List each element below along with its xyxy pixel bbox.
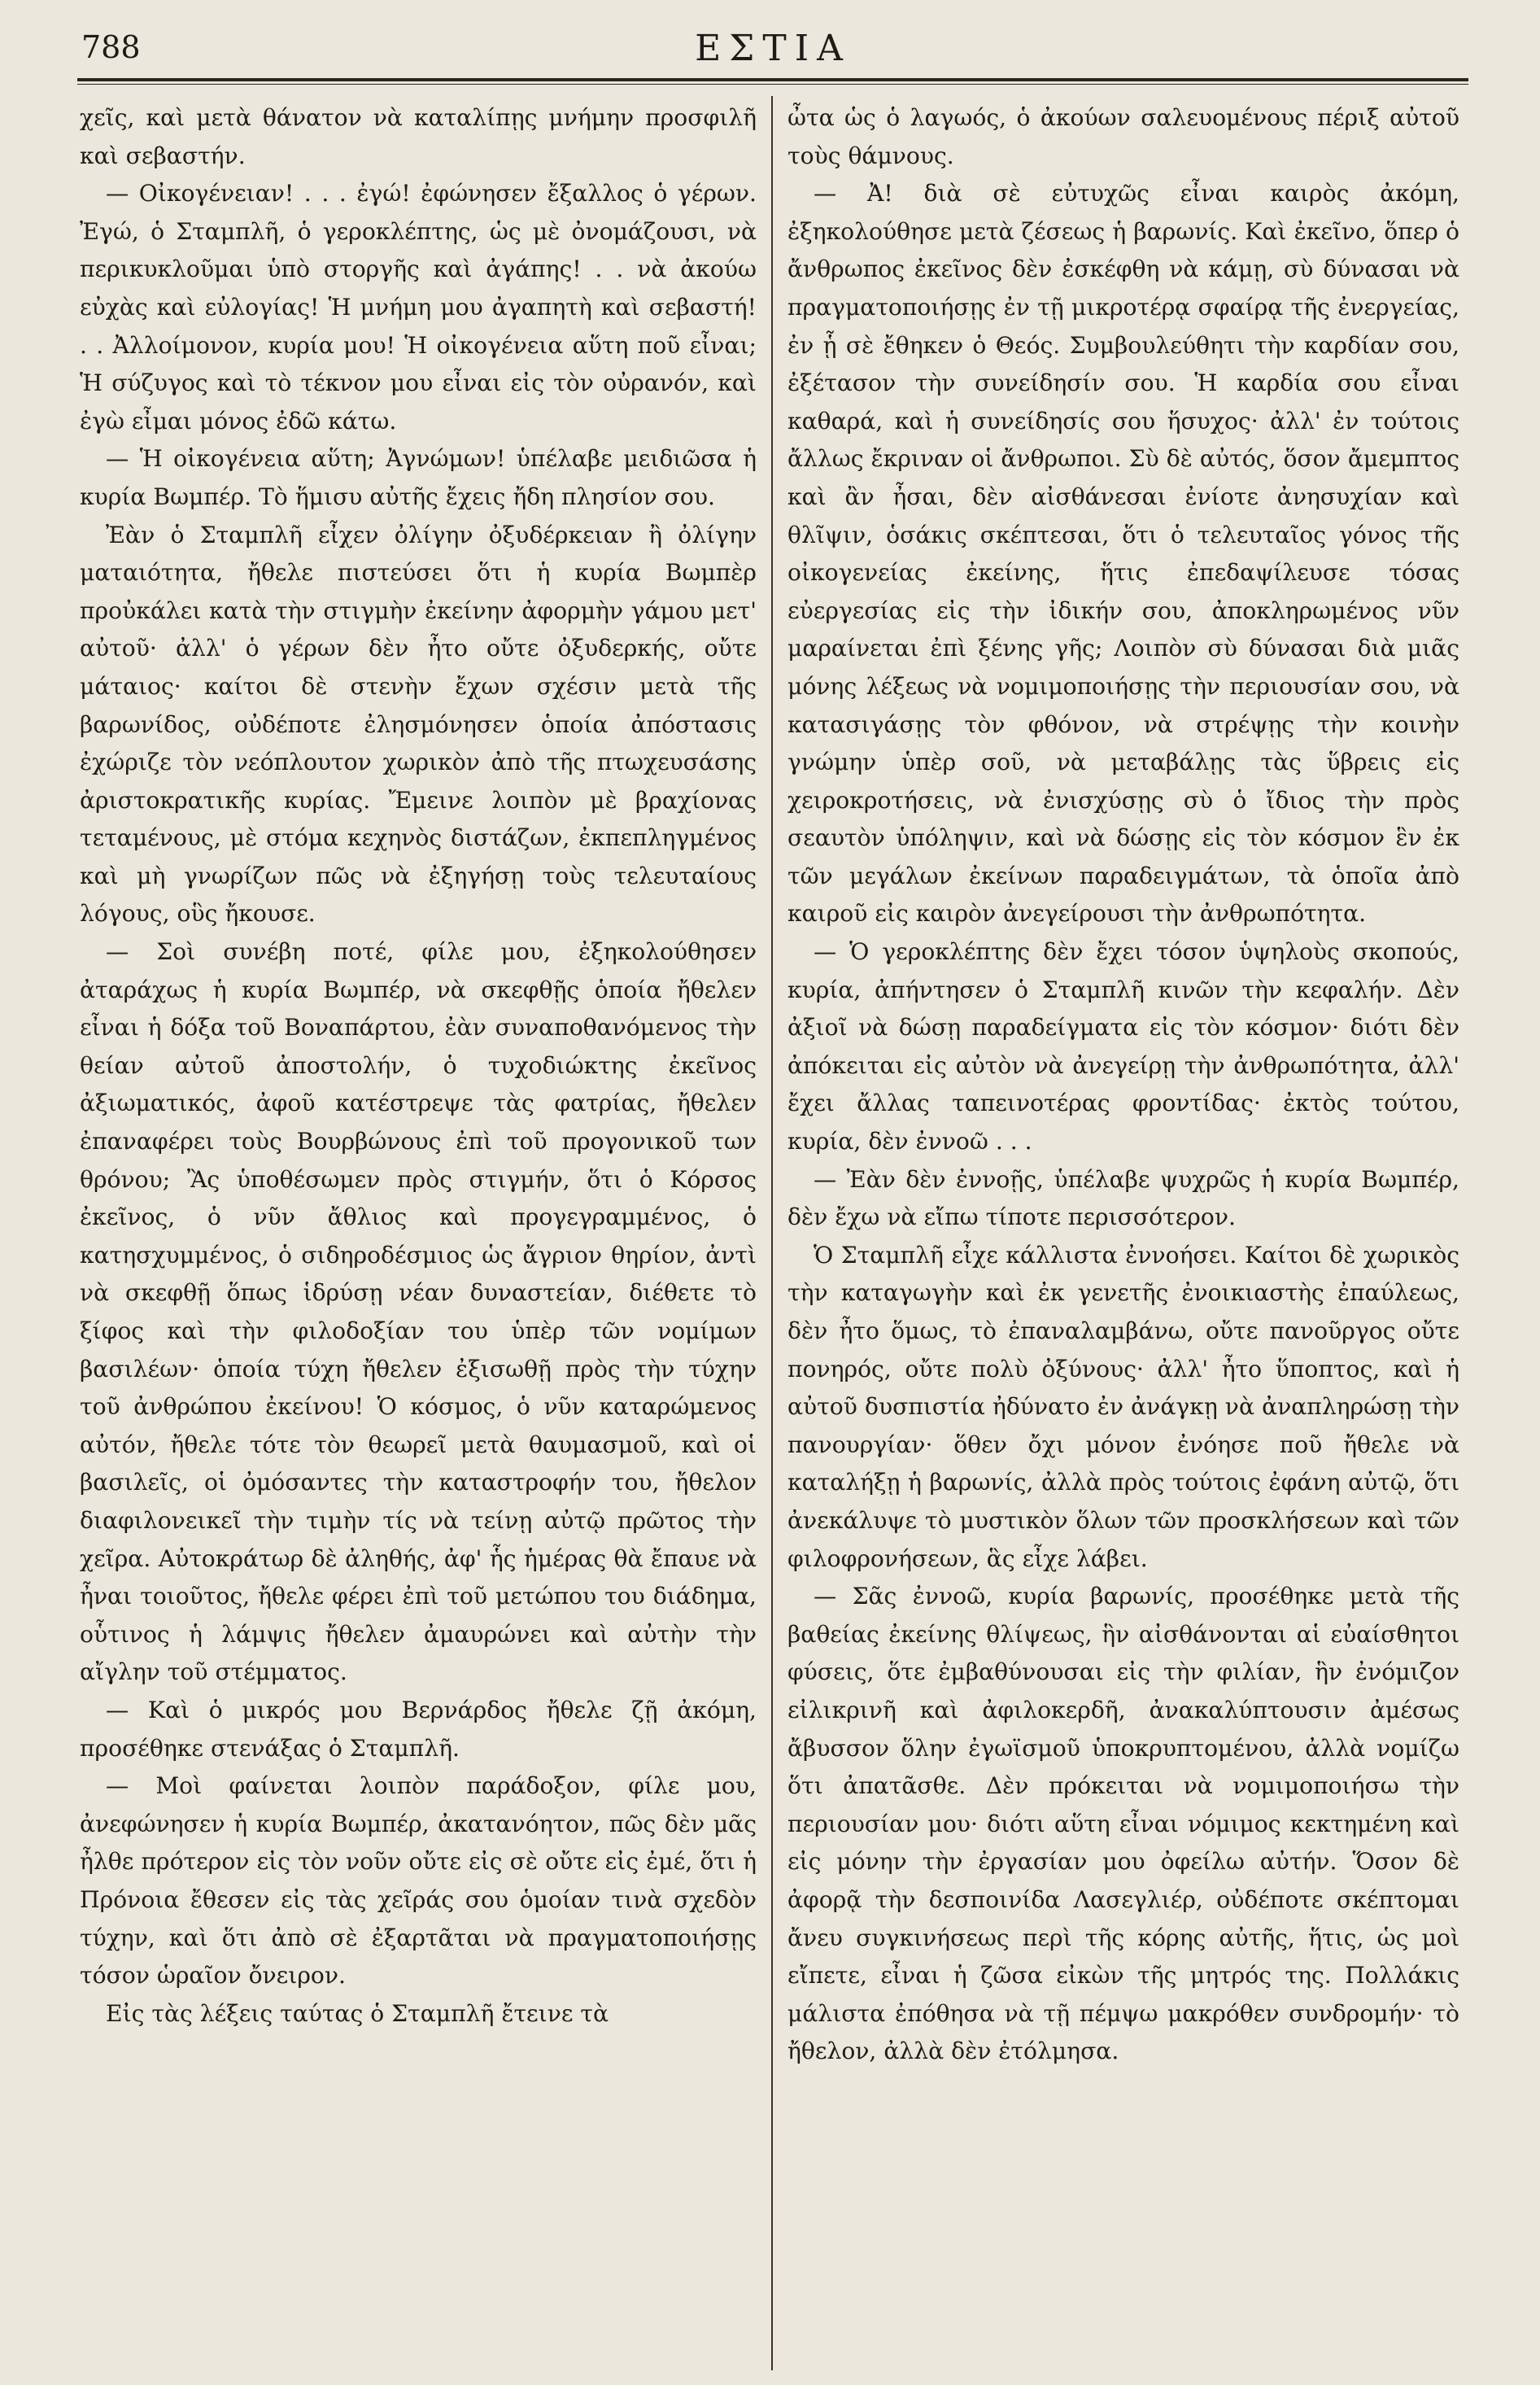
paragraph: — Μοὶ φαίνεται λοιπὸν παράδοξον, φίλε μου, ἀνεφώνησεν ἡ κυρία Βωμπέρ, ἀκατανόητον, πῶς δὲν μᾶς ἦλθε πρότερον εἰς τὸν νοῦν οὔτε εἰς σὲ οὔτε εἰς ἐμέ, ὅτι ἡ Πρόνοια ἔθεσεν εἰς τὰς χεῖράς σου ὁμοίαν τινὰ σχεδὸν τύχην, καὶ ὅτι ἀπὸ σὲ ἐξαρτᾶται νὰ πραγματοποιήσῃς τόσον ὡραῖον ὄνειρον.: [80, 1772, 757, 1990]
paragraph: Ἐὰν ὁ Σταμπλῆ εἶχεν ὀλίγην ὀξυδέρκειαν ἢ ὀλίγην ματαιότητα, ἤθελε πιστεύσει ὅτι ἡ κυρία Βωμπὲρ προὐκάλει κατὰ τὴν στιγμὴν ἐκείνην ἀφορμὴν γάμου μετ' αὐτοῦ· ἀλλ' ὁ γέρων δὲν ἦτο οὔτε ὀξυδερκής, οὔτε μάταιος· καίτοι δὲ στενὴν ἔχων σχέσιν μετὰ τῆς βαρωνίδος, οὐδέποτε ἐλησμόνησεν ὁποία ἀπόστασις ἐχώριζε τὸν νεόπλουτον χωρικὸν ἀπὸ τῆς πτωχευσάσης ἀριστοκρατικῆς κυρίας. Ἔμεινε λοιπὸν μὲ βραχίονας τεταμένους, μὲ στόμα κεχηνὸς διστάζων, ἐκπεπληγμένος καὶ μὴ γνωρίζων πῶς νὰ ἐξηγήσῃ τοὺς τελευταίους λόγους, οὓς ἤκουσε.: [80, 521, 757, 928]
page-number: 788: [81, 29, 141, 65]
paragraph: — Ὁ γεροκλέπτης δὲν ἔχει τόσον ὑψηλοὺς σκοπούς, κυρία, ἀπήντησεν ὁ Σταμπλῆ κινῶν τὴν κεφαλήν. Δὲν ἀξιοῖ νὰ δώσῃ παραδείγματα εἰς τὸν κόσμον· διότι δὲν ἀπόκειται εἰς αὐτὸν νὰ ἀνεγείρῃ τὴν ἀνθρωπότητα, ἀλλ' ἔχει ἄλλας ταπεινοτέρας φροντίδας· ἐκτὸς τούτου, κυρία, δὲν ἐννοῶ . . .: [787, 938, 1459, 1155]
paragraph: — Ἡ οἰκογένεια αὕτη; Ἀγνώμων! ὑπέλαβε μειδιῶσα ἡ κυρία Βωμπέρ. Τὸ ἥμισυ αὐτῆς ἔχεις ἤδη πλησίον σου.: [80, 445, 757, 510]
page-header: [81, 23, 1464, 72]
paragraph: — Ἐὰν δὲν ἐννοῇς, ὑπέλαβε ψυχρῶς ἡ κυρία Βωμπέρ, δὲν ἔχω νὰ εἴπω τίποτε περισσότερον.: [787, 1165, 1459, 1231]
right-column: [787, 99, 1459, 2370]
paragraph: — Οἰκογένειαν! . . . ἐγώ! ἐφώνησεν ἔξαλλος ὁ γέρων. Ἐγώ, ὁ Σταμπλῆ, ὁ γεροκλέπτης, ὡς μὲ ὀνομάζουσι, νὰ περικυκλοῦμαι ὑπὸ στοργῆς καὶ ἀγάπης! . . νὰ ἀκούω εὐχὰς καὶ εὐλογίας! Ἡ μνήμη μου ἀγαπητὴ καὶ σεβαστή! . . Ἀλλοίμονον, κυρία μου! Ἡ οἰκογένεια αὕτη ποῦ εἶναι; Ἡ σύζυγος καὶ τὸ τέκνον μου εἶναι εἰς τὸν οὐρανόν, καὶ ἐγὼ εἶμαι μόνος ἐδῶ κάτω.: [80, 180, 757, 435]
header-rule: [77, 78, 1468, 85]
paragraph: — Ἀ! διὰ σὲ εὐτυχῶς εἶναι καιρὸς ἀκόμη, ἐξηκολούθησε μετὰ ζέσεως ἡ βαρωνίς. Καὶ ἐκεῖνο, ὅπερ ὁ ἄνθρωπος ἐκεῖνος δὲν ἐσκέφθη νὰ κάμῃ, σὺ δύνασαι νὰ πραγματοποιήσῃς ἐν τῇ μικροτέρᾳ σφαίρᾳ τῆς ἐνεργείας, ἐν ᾗ σὲ ἔθηκεν ὁ Θεός. Συμβουλεύθητι τὴν καρδίαν σου, ἐξέτασον τὴν συνείδησίν σου. Ἡ καρδία σου εἶναι καθαρά, καὶ ἡ συνείδησίς σου ἥσυχος· ἀλλ' ἐν τούτοις ἄλλως ἔκριναν οἱ ἄνθρωποι. Σὺ δὲ αὐτός, ὅσον ἄμεμπτος καὶ ἂν ἦσαι, δὲν αἰσθάνεσαι ἐνίοτε ἀνησυχίαν καὶ θλῖψιν, ὁσάκις σκέπτεσαι, ὅτι ὁ τελευταῖος γόνος τῆς οἰκογενείας ἐκείνης, ἥτις ἐπεδαψίλευσε τόσας εὐεργεσίας εἰς τὴν ἰδικήν σου, ἀποκληρωμένος νῦν μαραίνεται ἐπὶ ξένης γῆς; Λοιπὸν σὺ δύνασαι διὰ μιᾶς μόνης λέξεως νὰ νομιμοποιήσῃς τὴν περιουσίαν σου, νὰ κατασιγάσῃς τὸν φθόνον, νὰ στρέψῃς τὴν κοινὴν γνώμην ὑπὲρ σοῦ, νὰ μεταβάλῃς τὰς ὕβρεις εἰς χειροκροτήσεις, νὰ ἐνισχύσῃς σὺ ὁ ἴδιος τὴν πρὸς σεαυτὸν ὑπόληψιν, καὶ νὰ δώσῃς εἰς τὸν κόσμον ἓν ἐκ τῶν μεγάλων ἐκείνων παραδειγμάτων, τὰ ὁποῖα ἀπὸ καιροῦ εἰς καιρὸν ἀνεγείρουσι τὴν ἀνθρωπότητα.: [787, 180, 1459, 928]
paragraph: ὦτα ὡς ὁ λαγωός, ὁ ἀκούων σαλευομένους πέριξ αὐτοῦ τοὺς θάμνους.: [787, 104, 1459, 169]
paragraph: — Καὶ ὁ μικρός μου Βερνάρδος ἤθελε ζῇ ἀκόμη, προσέθηκε στενάξας ὁ Σταμπλῆ.: [80, 1696, 757, 1762]
paragraph: Εἰς τὰς λέξεις ταύτας ὁ Σταμπλῆ ἔτεινε τὰ: [106, 1999, 609, 2027]
paragraph: Ὁ Σταμπλῆ εἶχε κάλλιστα ἐννοήσει. Καίτοι δὲ χωρικὸς τὴν καταγωγὴν καὶ ἐκ γενετῆς ἐνοικιαστὴς ἐπαύλεως, δὲν ἦτο ὅμως, τὸ ἐπαναλαμβάνω, οὔτε πανοῦργος οὔτε πονηρός, οὔτε πολὺ ὀξύνους· ἀλλ' ἦτο ὕποπτος, καὶ ἡ αὐτοῦ δυσπιστία ἠδύνατο ἐν ἀνάγκῃ νὰ ἀναπληρώσῃ τὴν πανουργίαν· ὅθεν ὄχι μόνον ἐνόησε ποῦ ἤθελε νὰ καταλήξῃ ἡ βαρωνίς, ἀλλὰ πρὸς τούτοις ἐφάνη αὐτῷ, ὅτι ἀνεκάλυψε τὸ μυστικὸν ὅλων τῶν προσκλήσεων καὶ τῶν φιλοφρονήσεων, ἃς εἶχε λάβει.: [787, 1241, 1459, 1572]
column-divider: [771, 96, 773, 2370]
paragraph: — Σοὶ συνέβη ποτέ, φίλε μου, ἐξηκολούθησεν ἀταράχως ἡ κυρία Βωμπέρ, νὰ σκεφθῇς ὁποία ἤθελεν εἶναι ἡ δόξα τοῦ Βοναπάρτου, ἐὰν συναποθανόμενος τὴν θείαν αὐτοῦ ἀποστολήν, ὁ τυχοδιώκτης ἐκεῖνος ἀξιωματικός, ἀφοῦ κατέστρεψε τὰς φατρίας, ἤθελεν ἐπαναφέρει τοὺς Βουρβώνους ἐπὶ τοῦ προγονικοῦ των θρόνου; Ἂς ὑποθέσωμεν πρὸς στιγμήν, ὅτι ὁ Κόρσος ἐκεῖνος, ὁ νῦν ἄθλιος καὶ προγεγραμμένος, ὁ κατησχυμμένος, ὁ σιδηροδέσμιος ὡς ἄγριον θηρίον, ἀντὶ νὰ σκεφθῇ ὅπως ἱδρύσῃ νέαν δυναστείαν, διέθετε τὸ ξίφος καὶ τὴν φιλοδοξίαν του ὑπὲρ τῶν νομίμων βασιλέων· ὁποία τύχη ἤθελεν ἐξισωθῇ πρὸς τὴν τύχην τοῦ ἀνθρώπου ἐκείνου! Ὁ κόσμος, ὁ νῦν καταρώμενος αὐτόν, ἤθελε τότε τὸν θεωρεῖ μετὰ θαυμασμοῦ, καὶ οἱ βασιλεῖς, οἱ ὀμόσαντες τὴν καταστροφήν του, ἤθελον διαφιλονεικεῖ τὴν τιμὴν τίς νὰ τείνῃ αὐτῷ πρῶτος τὴν χεῖρα. Αὐτοκράτωρ δὲ ἀληθής, ἀφ' ἧς ἡμέρας θὰ ἔπαυε νὰ ἦναι τοιοῦτος, ἤθελε φέρει ἐπὶ τοῦ μετώπου του διάδημα, οὗτινος ἡ λάμψις ἤθελεν ἀμαυρώνει καὶ αὐτὴν τὴν αἴγλην τοῦ στέμματος.: [80, 938, 757, 1686]
running-title: ΕΣΤΙΑ: [695, 28, 851, 69]
left-column: [80, 99, 757, 2370]
paragraph: χεῖς, καὶ μετὰ θάνατον νὰ καταλίπῃς μνήμην προσφιλῆ καὶ σεβαστήν.: [80, 104, 757, 169]
paragraph: — Σᾶς ἐννοῶ, κυρία βαρωνίς, προσέθηκε μετὰ τῆς βαθείας ἐκείνης θλίψεως, ἣν αἰσθάνονται αἱ εὐαίσθητοι φύσεις, ὅτε ἐμβαθύνουσαι εἰς τὴν φιλίαν, ἣν ἐνόμιζον εἰλικρινῆ καὶ ἀφιλοκερδῆ, ἀνακαλύπτουσιν ἀμέσως ἄβυσσον ὅλην ἐγωϊσμοῦ ὑποκρυπτομένου, ἀλλὰ νομίζω ὅτι ἀπατᾶσθε. Δὲν πρόκειται νὰ νομιμοποιήσω τὴν περιουσίαν μου· διότι αὕτη εἶναι νόμιμος κεκτημένη καὶ εἰς μόνην τὴν ἐργασίαν μου ὀφείλω αὐτήν. Ὅσον δὲ ἀφορᾷ τὴν δεσποινίδα Λασεγλιέρ, οὐδέποτε σκέπτομαι ἄνευ συγκινήσεως περὶ τῆς κόρης αὐτῆς, ἥτις, ὡς μοὶ εἴπετε, εἶναι ἡ ζῶσα εἰκὼν τῆς μητρός της. Πολλάκις μάλιστα ἐπόθησα νὰ τῇ πέμψω μακρόθεν συνδρομήν· τὸ ἤθελον, ἀλλὰ δὲν ἐτόλμησα.: [787, 1583, 1459, 2065]
